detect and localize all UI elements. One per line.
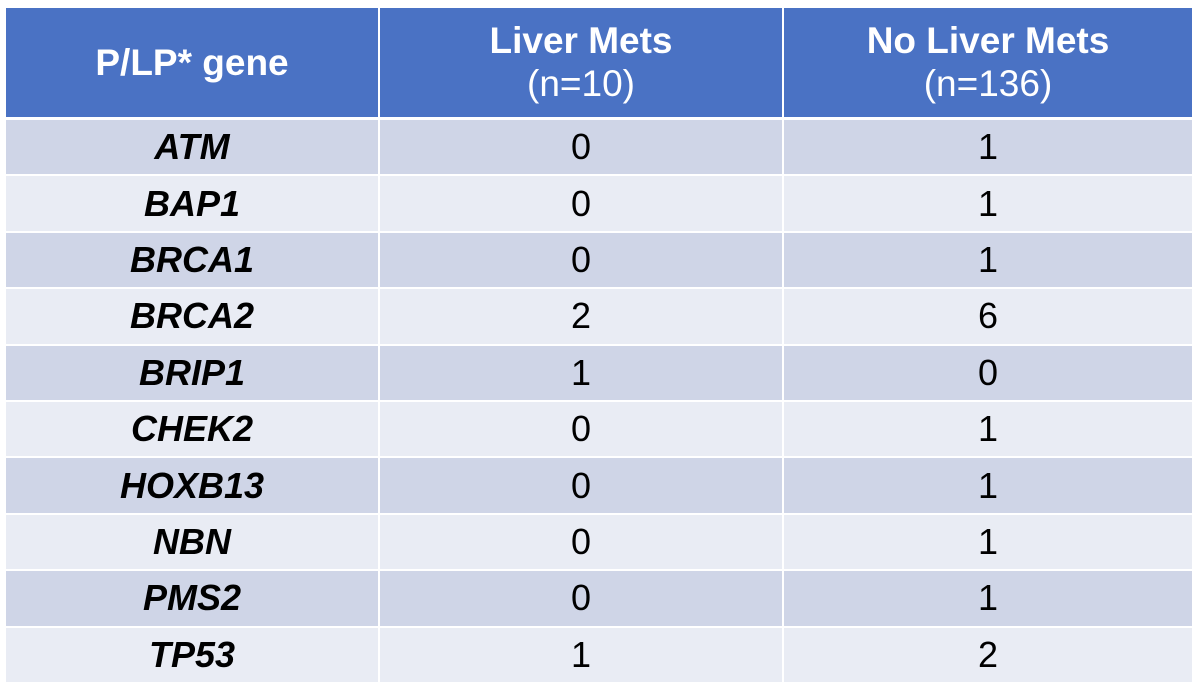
table-row: [6, 232, 1192, 288]
liver-mets-cell: 0: [379, 570, 783, 626]
table-row: [6, 570, 1192, 626]
gene-table: [6, 8, 1192, 684]
gene-cell: PMS2: [6, 570, 379, 626]
liver-mets-cell: 0: [379, 175, 783, 231]
liver-mets-cell: 0: [379, 119, 783, 176]
header-gene-label: P/LP* gene: [95, 41, 289, 83]
header-liver-mets: [379, 8, 783, 119]
liver-mets-cell: 0: [379, 514, 783, 570]
table-row: [6, 288, 1192, 344]
table-row: [6, 175, 1192, 231]
table-row: [6, 119, 1192, 176]
liver-mets-cell: 2: [379, 288, 783, 344]
no-liver-mets-cell: 1: [783, 232, 1192, 288]
liver-mets-cell: 0: [379, 232, 783, 288]
liver-mets-cell: 0: [379, 401, 783, 457]
liver-mets-cell: 1: [379, 627, 783, 683]
no-liver-mets-cell: 1: [783, 457, 1192, 513]
gene-cell: NBN: [6, 514, 379, 570]
no-liver-mets-cell: 1: [783, 570, 1192, 626]
gene-cell: BAP1: [6, 175, 379, 231]
header-no-liver-mets: [783, 8, 1192, 119]
table-row: [6, 514, 1192, 570]
gene-cell: ATM: [6, 119, 379, 176]
header-liver-mets-label: Liver Mets: [489, 19, 673, 61]
table-row: [6, 627, 1192, 683]
no-liver-mets-cell: 0: [783, 345, 1192, 401]
table-row: [6, 345, 1192, 401]
gene-cell: TP53: [6, 627, 379, 683]
no-liver-mets-cell: 1: [783, 514, 1192, 570]
gene-cell: BRIP1: [6, 345, 379, 401]
gene-table-container: [6, 8, 1192, 684]
no-liver-mets-cell: 6: [783, 288, 1192, 344]
table-row: [6, 401, 1192, 457]
no-liver-mets-cell: 2: [783, 627, 1192, 683]
gene-cell: BRCA1: [6, 232, 379, 288]
header-no-liver-mets-label: No Liver Mets: [866, 19, 1110, 61]
header-liver-mets-count: (n=10): [527, 62, 635, 104]
table-row: [6, 457, 1192, 513]
liver-mets-cell: 0: [379, 457, 783, 513]
gene-cell: HOXB13: [6, 457, 379, 513]
gene-cell: BRCA2: [6, 288, 379, 344]
table-header-row: [6, 8, 1192, 119]
gene-cell: CHEK2: [6, 401, 379, 457]
liver-mets-cell: 1: [379, 345, 783, 401]
no-liver-mets-cell: 1: [783, 119, 1192, 176]
no-liver-mets-cell: 1: [783, 175, 1192, 231]
header-no-liver-mets-count: (n=136): [923, 62, 1053, 104]
header-gene: [6, 8, 379, 119]
no-liver-mets-cell: 1: [783, 401, 1192, 457]
